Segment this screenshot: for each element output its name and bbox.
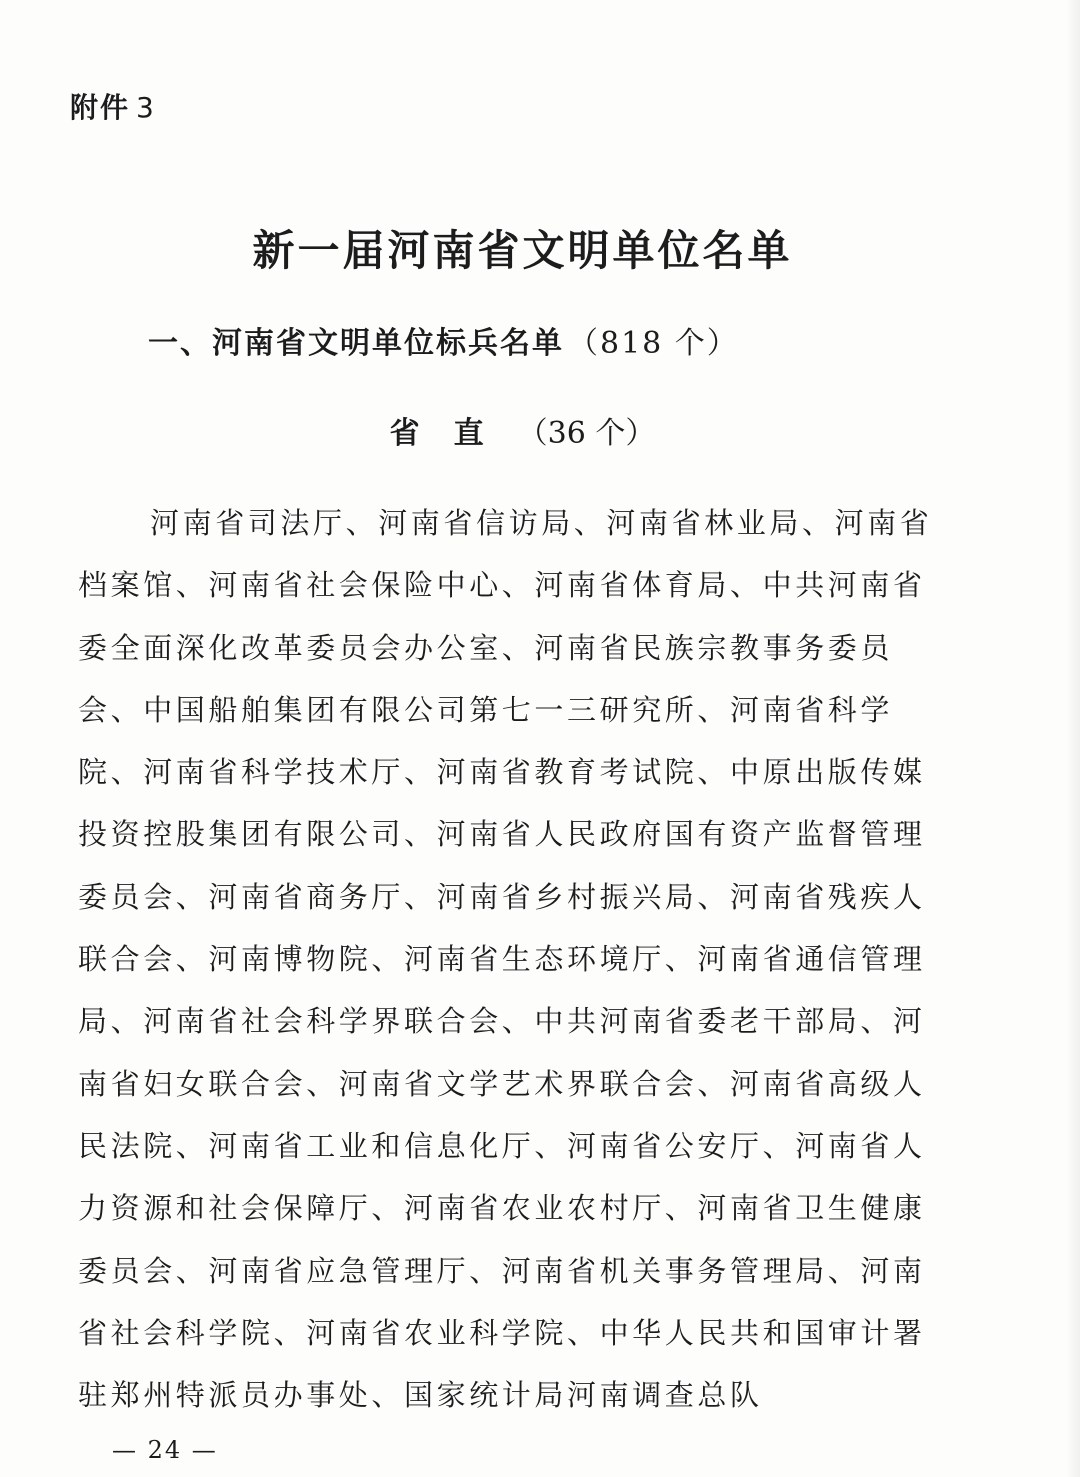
subsection-count: （36 个） [517,416,656,451]
subsection-heading-text: 省直 [389,416,518,451]
attachment-label [70,86,156,126]
unit-list-body [78,492,990,1426]
body-line: 驻郑州特派员办事处、国家统计局河南调查总队 [78,1378,763,1413]
attachment-number: 3 [136,91,156,124]
body-line: 联合会、河南博物院、河南省生态环境厅、河南省通信管理 [78,942,926,977]
body-line: 委全面深化改革委员会办公室、河南省民族宗教事务委员 [78,630,894,665]
body-line: 省社会科学院、河南省农业科学院、中华人民共和国审计署 [78,1315,926,1350]
body-line: 投资控股集团有限公司、河南省人民政府国有资产监督管理 [78,817,926,852]
section-count: （818 个） [568,326,739,361]
body-line: 民法院、河南省工业和信息化厅、河南省公安厅、河南省人 [78,1128,926,1163]
body-line: 会、中国船舶集团有限公司第七一三研究所、河南省科学 [78,692,894,727]
section-heading-text: 一、河南省文明单位标兵名单 [148,326,564,361]
subsection-heading [0,408,1045,452]
body-line: 南省妇女联合会、河南省文学艺术界联合会、河南省高级人 [78,1066,926,1101]
document-title: 新一届河南省文明单位名单 [252,226,793,275]
body-line: 河南省司法厅、河南省信访局、河南省林业局、河南省 [150,506,933,540]
body-line: 力资源和社会保障厅、河南省农业农村厅、河南省卫生健康 [78,1191,926,1226]
section-heading [148,318,739,362]
page-number: — 24 — [112,1436,218,1464]
body-line: 局、河南省社会科学界联合会、中共河南省委老干部局、河 [78,1004,926,1039]
body-line: 委员会、河南省商务厅、河南省乡村振兴局、河南省残疾人 [78,879,926,914]
body-line: 委员会、河南省应急管理厅、河南省机关事务管理局、河南 [78,1253,926,1288]
page-edge-shadow [1066,0,1080,1477]
body-line: 档案馆、河南省社会保险中心、河南省体育局、中共河南省 [78,568,926,603]
body-line: 院、河南省科学技术厅、河南省教育考试院、中原出版传媒 [78,755,926,790]
attachment-text: 附件 [70,91,131,124]
